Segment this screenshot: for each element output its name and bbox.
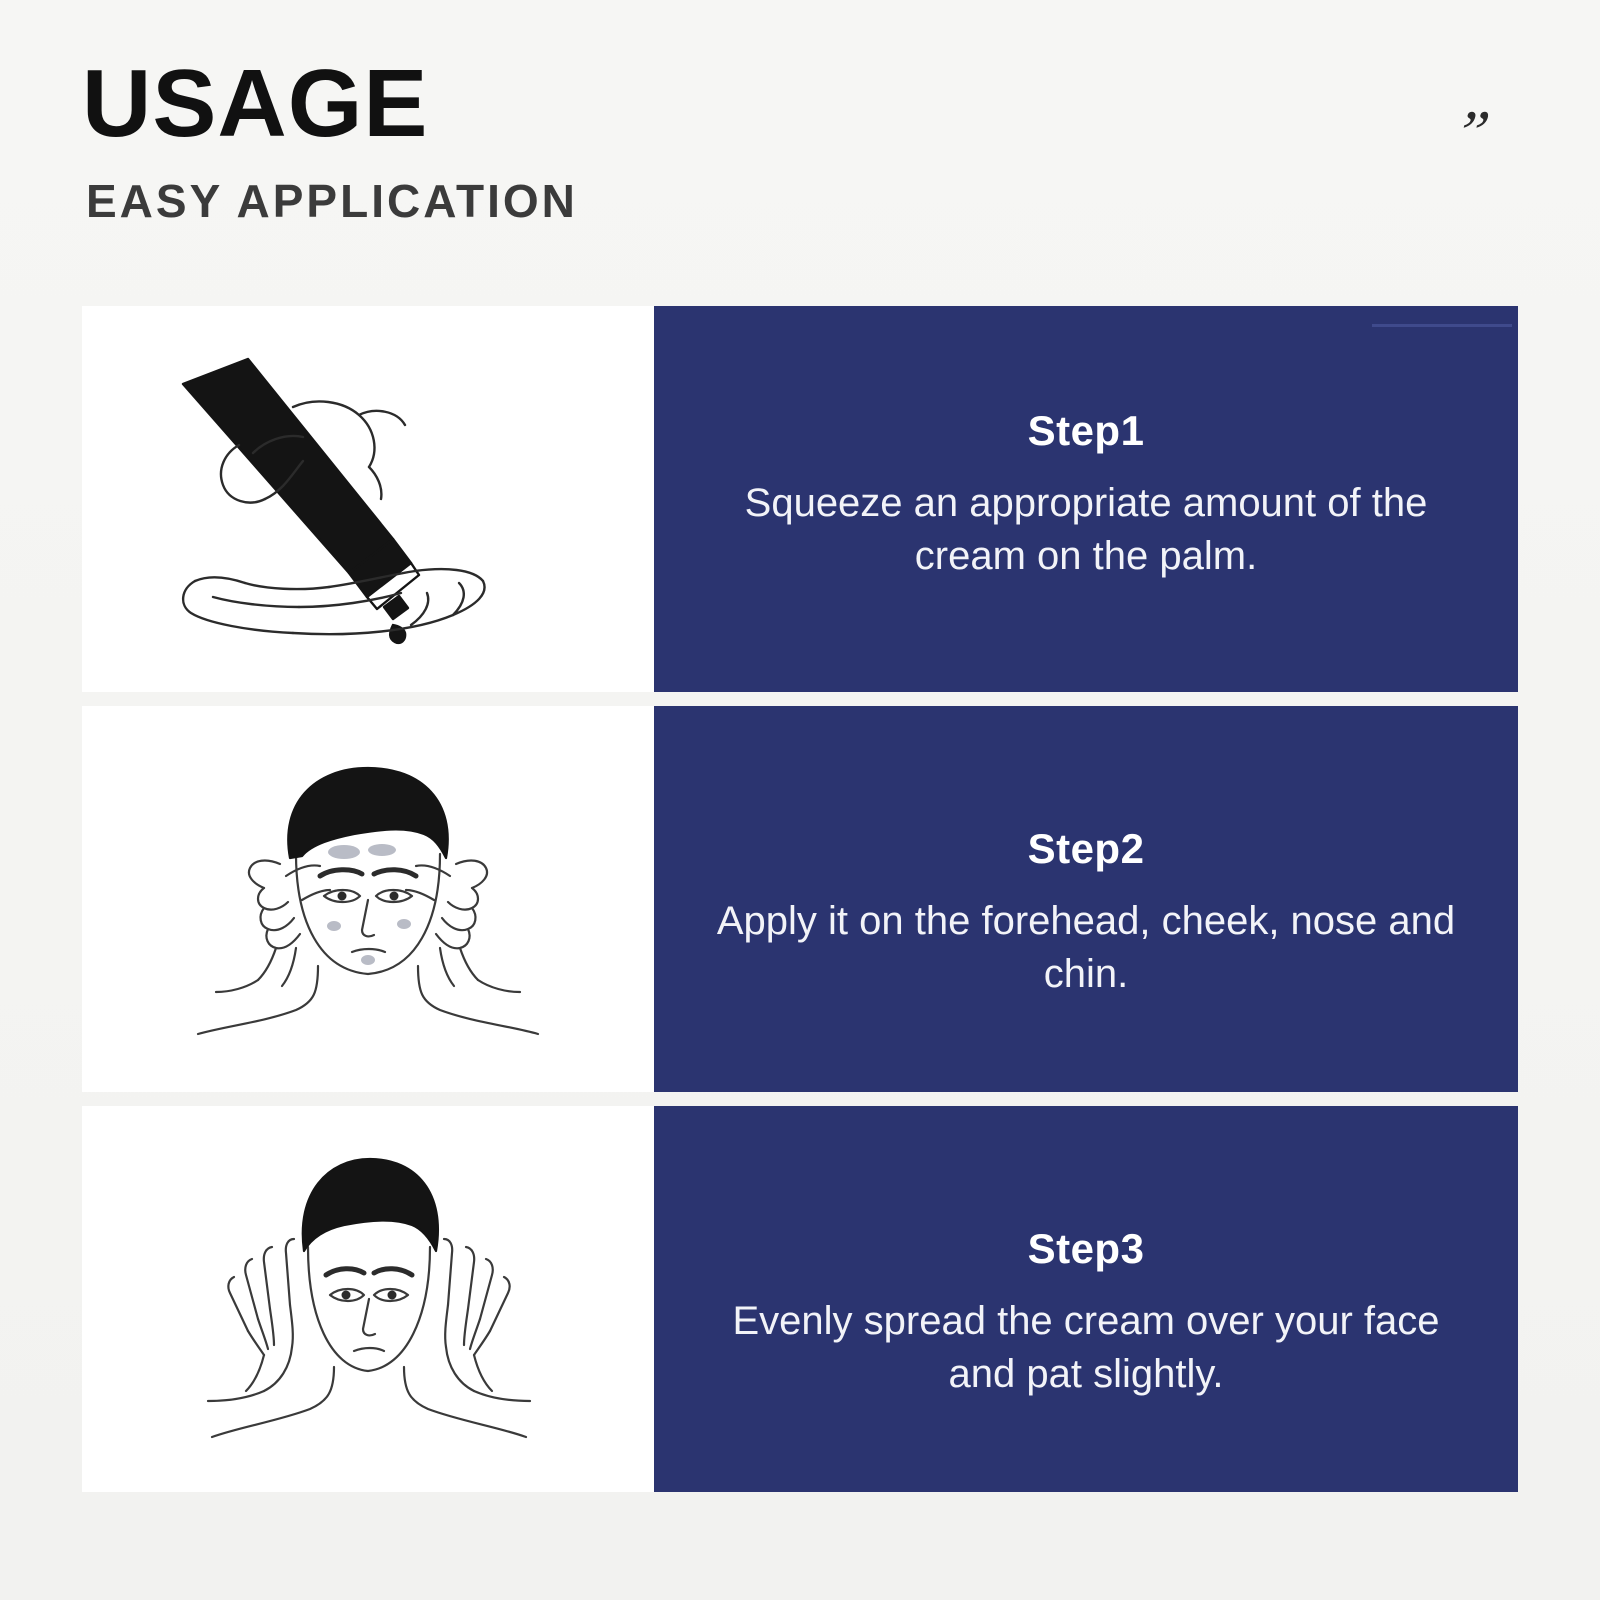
step2-label: Step2 — [1027, 825, 1145, 873]
accent-line — [1372, 324, 1512, 327]
page-title: USAGE — [82, 50, 429, 157]
step3-text-panel — [654, 1106, 1518, 1492]
hand-squeezing-cream-tube-into-palm-icon — [153, 349, 583, 649]
list-item — [82, 706, 1518, 1092]
step1-illustration — [82, 306, 654, 692]
quotation-mark-icon: ” — [1453, 99, 1492, 167]
step1-description: Squeeze an appropriate amount of the cream on the palm. — [744, 481, 1428, 578]
list-item — [82, 306, 1518, 692]
step3-illustration — [82, 1106, 654, 1492]
man-spreading-cream-on-face-icon — [168, 1129, 568, 1469]
step2-text-panel — [654, 706, 1518, 1092]
step1-text-panel — [654, 306, 1518, 692]
step2-illustration — [82, 706, 654, 1092]
man-applying-cream-to-face-icon — [168, 734, 568, 1064]
step3-label: Step3 — [1027, 1225, 1145, 1273]
page-header — [82, 50, 1502, 227]
step1-label: Step1 — [1027, 407, 1145, 455]
page-subtitle: EASY APPLICATION — [86, 175, 578, 227]
steps-list — [82, 306, 1518, 1492]
list-item — [82, 1106, 1518, 1492]
step2-description: Apply it on the forehead, cheek, nose and chin. — [716, 899, 1456, 996]
step3-description: Evenly spread the cream over your face and pat slightly. — [732, 1299, 1440, 1396]
